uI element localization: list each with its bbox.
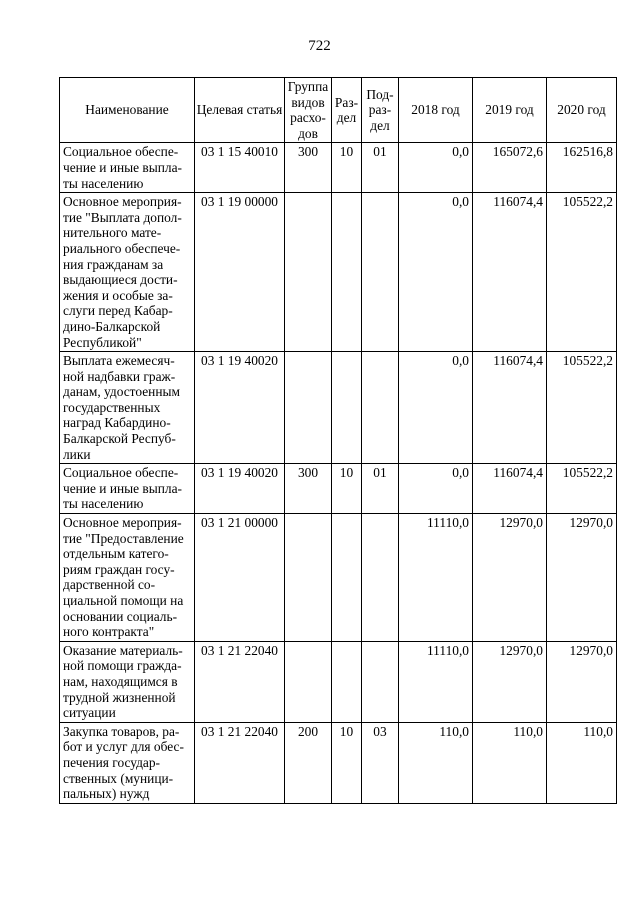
cell-group: 300 xyxy=(285,143,332,193)
table-row xyxy=(60,514,617,642)
cell-subsection xyxy=(362,193,399,352)
cell-2018: 0,0 xyxy=(399,464,473,514)
cell-subsection xyxy=(362,641,399,722)
cell-2019: 116074,4 xyxy=(473,464,547,514)
cell-2018: 0,0 xyxy=(399,352,473,464)
header-group: Группа видов расхо-дов xyxy=(285,78,332,143)
cell-name: Выплата ежемесяч-ной надбавки граж-данам, удостоенным государственных наград Кабардино-Балкарской Респуб-лики xyxy=(60,352,195,464)
header-code: Целевая статья xyxy=(195,78,285,143)
cell-group: 200 xyxy=(285,722,332,803)
cell-2019: 116074,4 xyxy=(473,193,547,352)
page-number: 722 xyxy=(308,38,331,54)
table-body xyxy=(60,143,617,803)
cell-2020: 105522,2 xyxy=(547,193,617,352)
header-section: Раз-дел xyxy=(332,78,362,143)
cell-name: Социальное обеспе-чение и иные выпла-ты населению xyxy=(60,143,195,193)
cell-2018: 0,0 xyxy=(399,143,473,193)
cell-2019: 116074,4 xyxy=(473,352,547,464)
cell-subsection: 03 xyxy=(362,722,399,803)
cell-2018: 110,0 xyxy=(399,722,473,803)
cell-group xyxy=(285,514,332,642)
cell-2020: 162516,8 xyxy=(547,143,617,193)
header-subsection: Под-раз-дел xyxy=(362,78,399,143)
cell-subsection xyxy=(362,352,399,464)
table-row xyxy=(60,143,617,193)
header-2018: 2018 год xyxy=(399,78,473,143)
cell-name: Основное мероприя-тие "Выплата допол-нительного мате-риального обеспече-ния гражданам за выдающиеся дости-жения и особые за-слуги перед Кабар-дино-Балкарской Республикой" xyxy=(60,193,195,352)
cell-section xyxy=(332,641,362,722)
cell-2018: 11110,0 xyxy=(399,514,473,642)
table-row xyxy=(60,641,617,722)
cell-2019: 110,0 xyxy=(473,722,547,803)
cell-code: 03 1 19 40020 xyxy=(195,464,285,514)
cell-name: Оказание материаль-ной помощи гражда-нам, находящимся в трудной жизненной ситуации xyxy=(60,641,195,722)
cell-name: Закупка товаров, ра-бот и услуг для обес-печения государ-ственных (муници-пальных) нужд xyxy=(60,722,195,803)
cell-2018: 0,0 xyxy=(399,193,473,352)
cell-2020: 110,0 xyxy=(547,722,617,803)
cell-2020: 12970,0 xyxy=(547,514,617,642)
cell-section xyxy=(332,514,362,642)
cell-2019: 12970,0 xyxy=(473,514,547,642)
cell-group: 300 xyxy=(285,464,332,514)
cell-2020: 105522,2 xyxy=(547,352,617,464)
cell-section: 10 xyxy=(332,464,362,514)
header-2020: 2020 год xyxy=(547,78,617,143)
budget-table xyxy=(59,77,617,804)
cell-subsection: 01 xyxy=(362,464,399,514)
cell-name: Основное мероприя-тие "Предоставление отдельным катего-риям граждан госу-дарственной со-циальной помощи на основании социаль-ного контракта" xyxy=(60,514,195,642)
cell-code: 03 1 21 22040 xyxy=(195,641,285,722)
cell-section xyxy=(332,193,362,352)
cell-code: 03 1 21 00000 xyxy=(195,514,285,642)
table-row xyxy=(60,722,617,803)
cell-2019: 165072,6 xyxy=(473,143,547,193)
cell-2020: 12970,0 xyxy=(547,641,617,722)
table-row xyxy=(60,464,617,514)
header-2019: 2019 год xyxy=(473,78,547,143)
cell-code: 03 1 21 22040 xyxy=(195,722,285,803)
cell-section: 10 xyxy=(332,143,362,193)
cell-code: 03 1 15 40010 xyxy=(195,143,285,193)
cell-group xyxy=(285,352,332,464)
cell-name: Социальное обеспе-чение и иные выпла-ты населению xyxy=(60,464,195,514)
cell-2019: 12970,0 xyxy=(473,641,547,722)
table-row xyxy=(60,352,617,464)
cell-section xyxy=(332,352,362,464)
cell-group xyxy=(285,193,332,352)
cell-group xyxy=(285,641,332,722)
table-row xyxy=(60,193,617,352)
header-row xyxy=(60,78,617,143)
header-name: Наименование xyxy=(60,78,195,143)
cell-section: 10 xyxy=(332,722,362,803)
cell-2020: 105522,2 xyxy=(547,464,617,514)
cell-code: 03 1 19 40020 xyxy=(195,352,285,464)
cell-subsection xyxy=(362,514,399,642)
cell-subsection: 01 xyxy=(362,143,399,193)
cell-code: 03 1 19 00000 xyxy=(195,193,285,352)
cell-2018: 11110,0 xyxy=(399,641,473,722)
